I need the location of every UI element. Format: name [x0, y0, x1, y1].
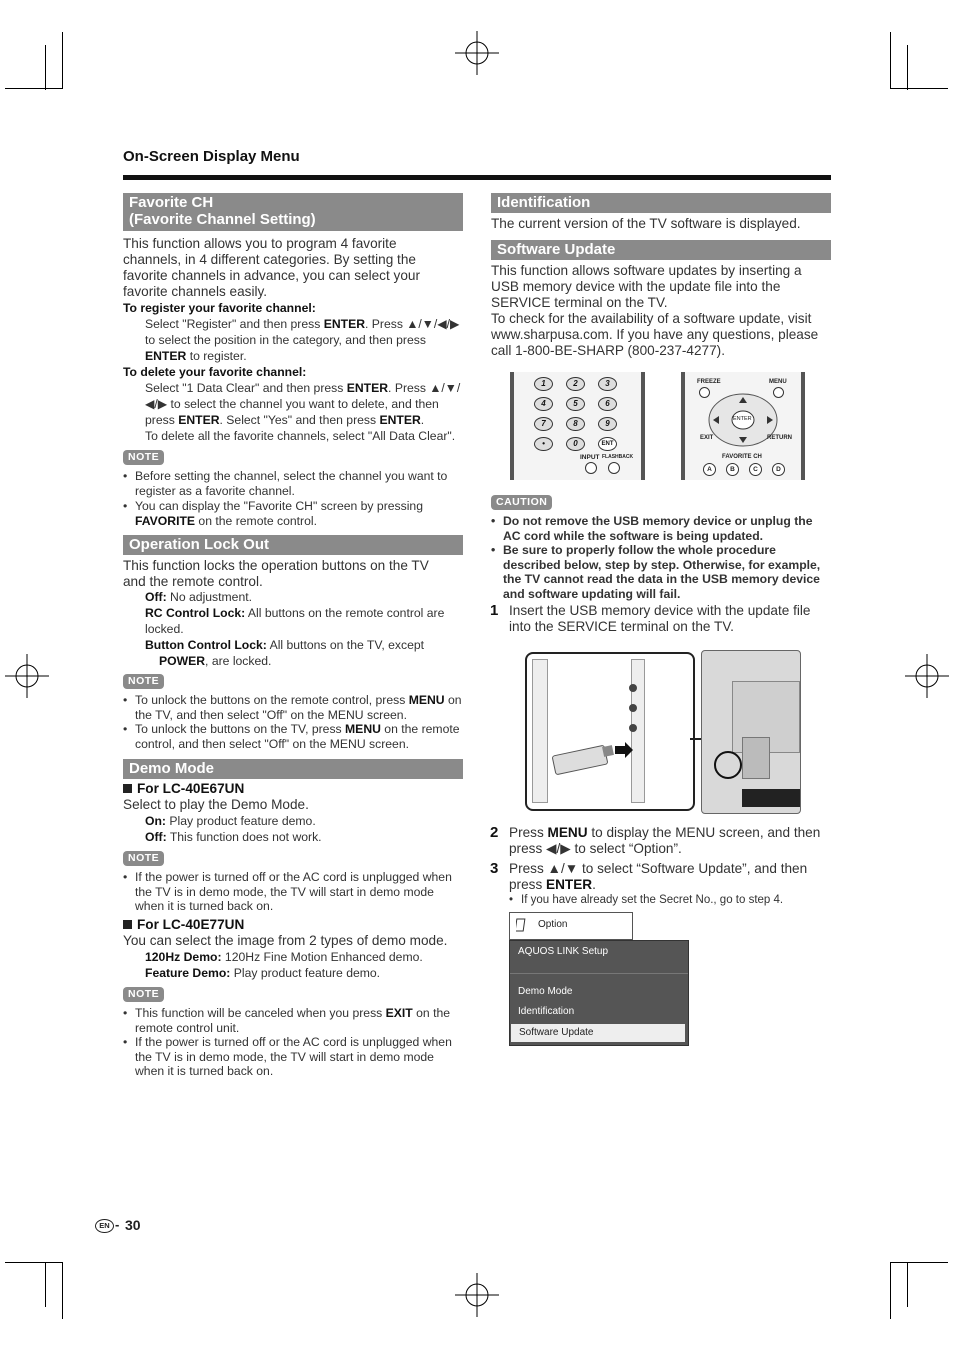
step-text [509, 825, 831, 857]
arrow-right-icon [615, 742, 633, 758]
option-text: 120Hz Fine Motion Enhanced demo. [221, 950, 423, 964]
software-update-intro: This function allows software updates by inserting a USB memory device with the update file into the SERVICE terminal on the TV. [491, 263, 802, 310]
registration-mark-icon [455, 1273, 499, 1317]
step-text-part: Press [509, 825, 548, 840]
option-menu-panel [509, 940, 689, 1046]
keypad-key-3: 3 [598, 377, 617, 391]
input-button-icon [585, 462, 597, 474]
delete-text: . Select "Yes" and then press [219, 413, 380, 427]
menu-key-label: MENU [408, 693, 445, 707]
option-tab-icon [516, 918, 526, 932]
menu-divider [510, 973, 688, 974]
menu-item-identification[interactable]: Identification [518, 1006, 575, 1017]
delete-all-text: To delete all the favorite channels, select "All Data Clear". [145, 429, 456, 443]
note-text: To unlock the buttons on the remote control, press [135, 693, 409, 707]
registration-mark-icon [5, 654, 49, 698]
square-bullet-icon [123, 920, 132, 929]
option-label: Button Control Lock: [145, 638, 267, 652]
note-item [135, 722, 465, 751]
usb-memory-icon [552, 745, 609, 776]
register-instructions [145, 316, 463, 364]
registration-mark-icon [455, 31, 499, 75]
terminal-icon [629, 724, 637, 732]
exit-key-label: EXIT [385, 1006, 413, 1020]
register-text: to register. [186, 349, 247, 363]
crop-mark [62, 1262, 63, 1319]
note-text: You can display the "Favorite CH" screen by pressing [135, 499, 423, 513]
keypad-key-5: 5 [566, 397, 585, 411]
language-badge: EN [95, 1219, 114, 1233]
delete-text: . Press ▲/▼/◀/▶ to select the channel you want to delete, and then press [145, 381, 461, 427]
color-key-b: B [726, 463, 739, 476]
step-text [509, 861, 831, 893]
note-badge: NOTE [123, 987, 164, 1002]
keypad-key-6: 6 [598, 397, 617, 411]
terminal-block [742, 737, 770, 779]
favorite-ch-intro: This function allows you to program 4 favorite channels, in 4 different categories. By setting the favorite channels in advance, you can select your favorite channels easily. [123, 236, 420, 299]
option-text: No adjustment. [166, 590, 253, 604]
menu-key-label: MENU [345, 722, 381, 736]
color-key-d: D [772, 463, 785, 476]
delete-instructions [145, 380, 463, 444]
option-text: Play product feature demo. [165, 814, 316, 828]
option-text: All buttons on the TV, except [266, 638, 425, 652]
crop-mark [907, 45, 908, 90]
registration-mark-icon [905, 654, 949, 698]
model-heading [123, 781, 244, 797]
note-item: • Before setting the channel, select the channel you want to register as a favorite channel. [135, 469, 465, 498]
exit-key-label: EXIT [700, 435, 714, 441]
option-label: Off: [145, 590, 167, 604]
terminal-icon [629, 684, 637, 692]
option-text: , are locked. [205, 654, 272, 668]
register-heading: To register your favorite channel: [123, 301, 316, 315]
page-heading: On-Screen Display Menu [123, 148, 300, 165]
option-label: Feature Demo: [145, 966, 231, 980]
crop-mark [890, 88, 948, 89]
menu-item-aquos-link[interactable]: AQUOS LINK Setup [518, 946, 609, 957]
software-update-heading: Software Update [491, 240, 831, 260]
keypad-key-7: 7 [534, 417, 553, 431]
menu-key-label: MENU [769, 379, 787, 385]
remote-edge [510, 372, 514, 480]
button-lock-option-cont [159, 653, 271, 669]
option-text: Play product feature demo. [230, 966, 381, 980]
keypad-key-ent: ENT [598, 437, 617, 451]
crop-mark [907, 1262, 908, 1307]
enter-key-label: ENTER [323, 317, 366, 331]
step-text-part: to display the MENU screen, and then press ◀/▶ to select “Option”. [509, 825, 821, 856]
enter-key-label: ENTER [546, 877, 593, 892]
rc-lock-option [145, 605, 463, 637]
page-dash: - [115, 1217, 120, 1232]
menu-tab-option[interactable] [509, 912, 633, 940]
note-text: This function will be canceled when you press [135, 1006, 386, 1020]
demo-intro: You can select the image from 2 types of demo mode. [123, 933, 448, 948]
enter-key-label: ENTER [733, 416, 752, 422]
square-bullet-icon [123, 784, 132, 793]
flashback-button-icon [608, 462, 620, 474]
step-text-part: Press ▲/▼ to select “Software Update”, and then press [509, 861, 808, 892]
favorite-ch-key-label: FAVORITE CH [722, 454, 762, 460]
crop-mark [890, 32, 891, 89]
input-key-label: INPUT [580, 454, 600, 461]
option-label: Off: [145, 830, 167, 844]
delete-heading: To delete your favorite channel: [123, 365, 307, 379]
demo-mode-heading: Demo Mode [123, 759, 463, 779]
register-text: Select "Register" and then press [145, 317, 324, 331]
favorite-ch-heading [123, 193, 463, 231]
note-text: on the remote control unit. [135, 1006, 451, 1035]
keypad-key-1: 1 [534, 377, 553, 391]
step-number: 3 [490, 860, 499, 877]
demo-off-option [145, 829, 322, 845]
note-text: on the TV, and then select "Off" on the MENU screen. [135, 693, 462, 722]
software-update-contact: To check for the availability of a software update, visit www.sharpusa.com. If you have any questions, please call 1-800-BE-SHARP (800-237-4277). [491, 311, 819, 358]
caution-item: • Do not remove the USB memory device or unplug the AC cord while the software is being updated. [503, 514, 831, 543]
note-text: To unlock the buttons on the TV, press [135, 722, 346, 736]
crop-mark [890, 1262, 891, 1319]
crop-mark [890, 1262, 948, 1263]
model-name: For LC-40E77UN [137, 917, 245, 932]
usb-port-closeup [525, 652, 695, 811]
option-text: This function does not work. [166, 830, 322, 844]
model-name: For LC-40E67UN [137, 781, 245, 796]
operation-lock-intro: This function locks the operation buttons on the TV and the remote control. [123, 558, 429, 589]
crop-mark [5, 88, 63, 89]
remote-edge [681, 372, 685, 480]
note-badge: NOTE [123, 851, 164, 866]
color-key-a: A [703, 463, 716, 476]
favorite-ch-title: Favorite CH [129, 194, 214, 211]
color-key-c: C [749, 463, 762, 476]
option-label: On: [145, 814, 166, 828]
page-number: 30 [125, 1217, 141, 1233]
menu-item-demo-mode[interactable]: Demo Mode [518, 986, 573, 997]
return-key-label: RETURN [767, 435, 792, 441]
usb-connector-icon [602, 745, 614, 757]
enter-key-label: ENTER [379, 413, 421, 427]
step-number: 1 [490, 602, 499, 619]
model-heading [123, 917, 244, 933]
demo-120hz-option [145, 949, 423, 965]
crop-mark [45, 45, 46, 90]
enter-key-label: ENTER [346, 381, 389, 395]
demo-intro: Select to play the Demo Mode. [123, 797, 309, 812]
note-badge: NOTE [123, 450, 164, 465]
step-text: Insert the USB memory device with the update file into the SERVICE terminal on the TV. [509, 603, 811, 634]
demo-on-option [145, 813, 316, 829]
menu-item-software-update[interactable]: Software Update [511, 1024, 685, 1042]
caution-item: • Be sure to properly follow the whole procedure described below, step by step. Otherwise, for example, the TV cannot read the data in the USB memory device and software updating will fail. [503, 543, 831, 601]
terminal-icon [629, 704, 637, 712]
note-text: on the remote control, and then select "Off" on the MENU screen. [135, 722, 460, 751]
menu-key-label: MENU [547, 825, 588, 840]
note-text: on the remote control. [195, 513, 317, 528]
freeze-key-label: FREEZE [697, 379, 721, 385]
lock-off-option [145, 589, 252, 605]
caution-badge: CAUTION [491, 495, 552, 510]
power-key-label: POWER [159, 654, 206, 668]
menu-tab-label: Option [538, 919, 568, 930]
keypad-key-0: 0 [566, 437, 585, 451]
keypad-key-2: 2 [566, 377, 585, 391]
flashback-key-label: FLASHBACK [602, 454, 634, 460]
favorite-ch-subtitle: (Favorite Channel Setting) [129, 211, 316, 228]
crop-mark [62, 32, 63, 89]
note-item [135, 693, 465, 722]
option-label: 120Hz Demo: [145, 950, 222, 964]
panel-strip [532, 659, 548, 803]
register-text: . Press ▲/▼/◀/▶ to select the position in the category, and then press [145, 317, 460, 347]
option-text: All buttons on the remote control are locked. [145, 606, 445, 636]
crop-mark [45, 1262, 46, 1307]
keypad-key-9: 9 [598, 417, 617, 431]
note-item [135, 499, 465, 528]
remote-edge [641, 372, 645, 480]
delete-text: . [420, 413, 425, 427]
remote-keypad-illustration [510, 372, 645, 480]
note-badge: NOTE [123, 674, 164, 689]
tv-rear-view [701, 650, 801, 814]
step-number: 2 [490, 824, 499, 841]
tv-stand [742, 789, 800, 807]
keypad-key-dot: • [534, 437, 553, 451]
port-highlight-circle [714, 751, 742, 779]
note-item [135, 1006, 465, 1035]
step-text-part: . [592, 877, 596, 892]
option-label: RC Control Lock: [145, 606, 246, 620]
remote-navigation-illustration [681, 372, 805, 480]
remote-edge [801, 372, 805, 480]
note-item: • If the power is turned off or the AC cord is unplugged when the TV is in demo mode, the TV will start in demo mode when it is turned back on. [135, 1035, 465, 1079]
enter-key-label: ENTER [145, 349, 187, 363]
favorite-key-label: FAVORITE [135, 513, 196, 528]
step-note: • If you have already set the Secret No., go to step 4. [521, 893, 831, 908]
note-item: • If the power is turned off or the AC cord is unplugged when the TV is in demo mode, the TV will start in demo mode when it is turned back on. [135, 870, 465, 914]
identification-heading: Identification [491, 193, 831, 213]
delete-text: Select "1 Data Clear" and then press [145, 381, 347, 395]
keypad-key-8: 8 [566, 417, 585, 431]
button-lock-option [145, 637, 463, 653]
keypad-key-4: 4 [534, 397, 553, 411]
crop-mark [5, 1262, 63, 1263]
demo-feature-option [145, 965, 380, 981]
heading-rule [123, 175, 831, 180]
enter-key-label: ENTER [178, 413, 220, 427]
identification-text: The current version of the TV software is displayed. [491, 216, 801, 231]
operation-lock-heading: Operation Lock Out [123, 535, 463, 555]
